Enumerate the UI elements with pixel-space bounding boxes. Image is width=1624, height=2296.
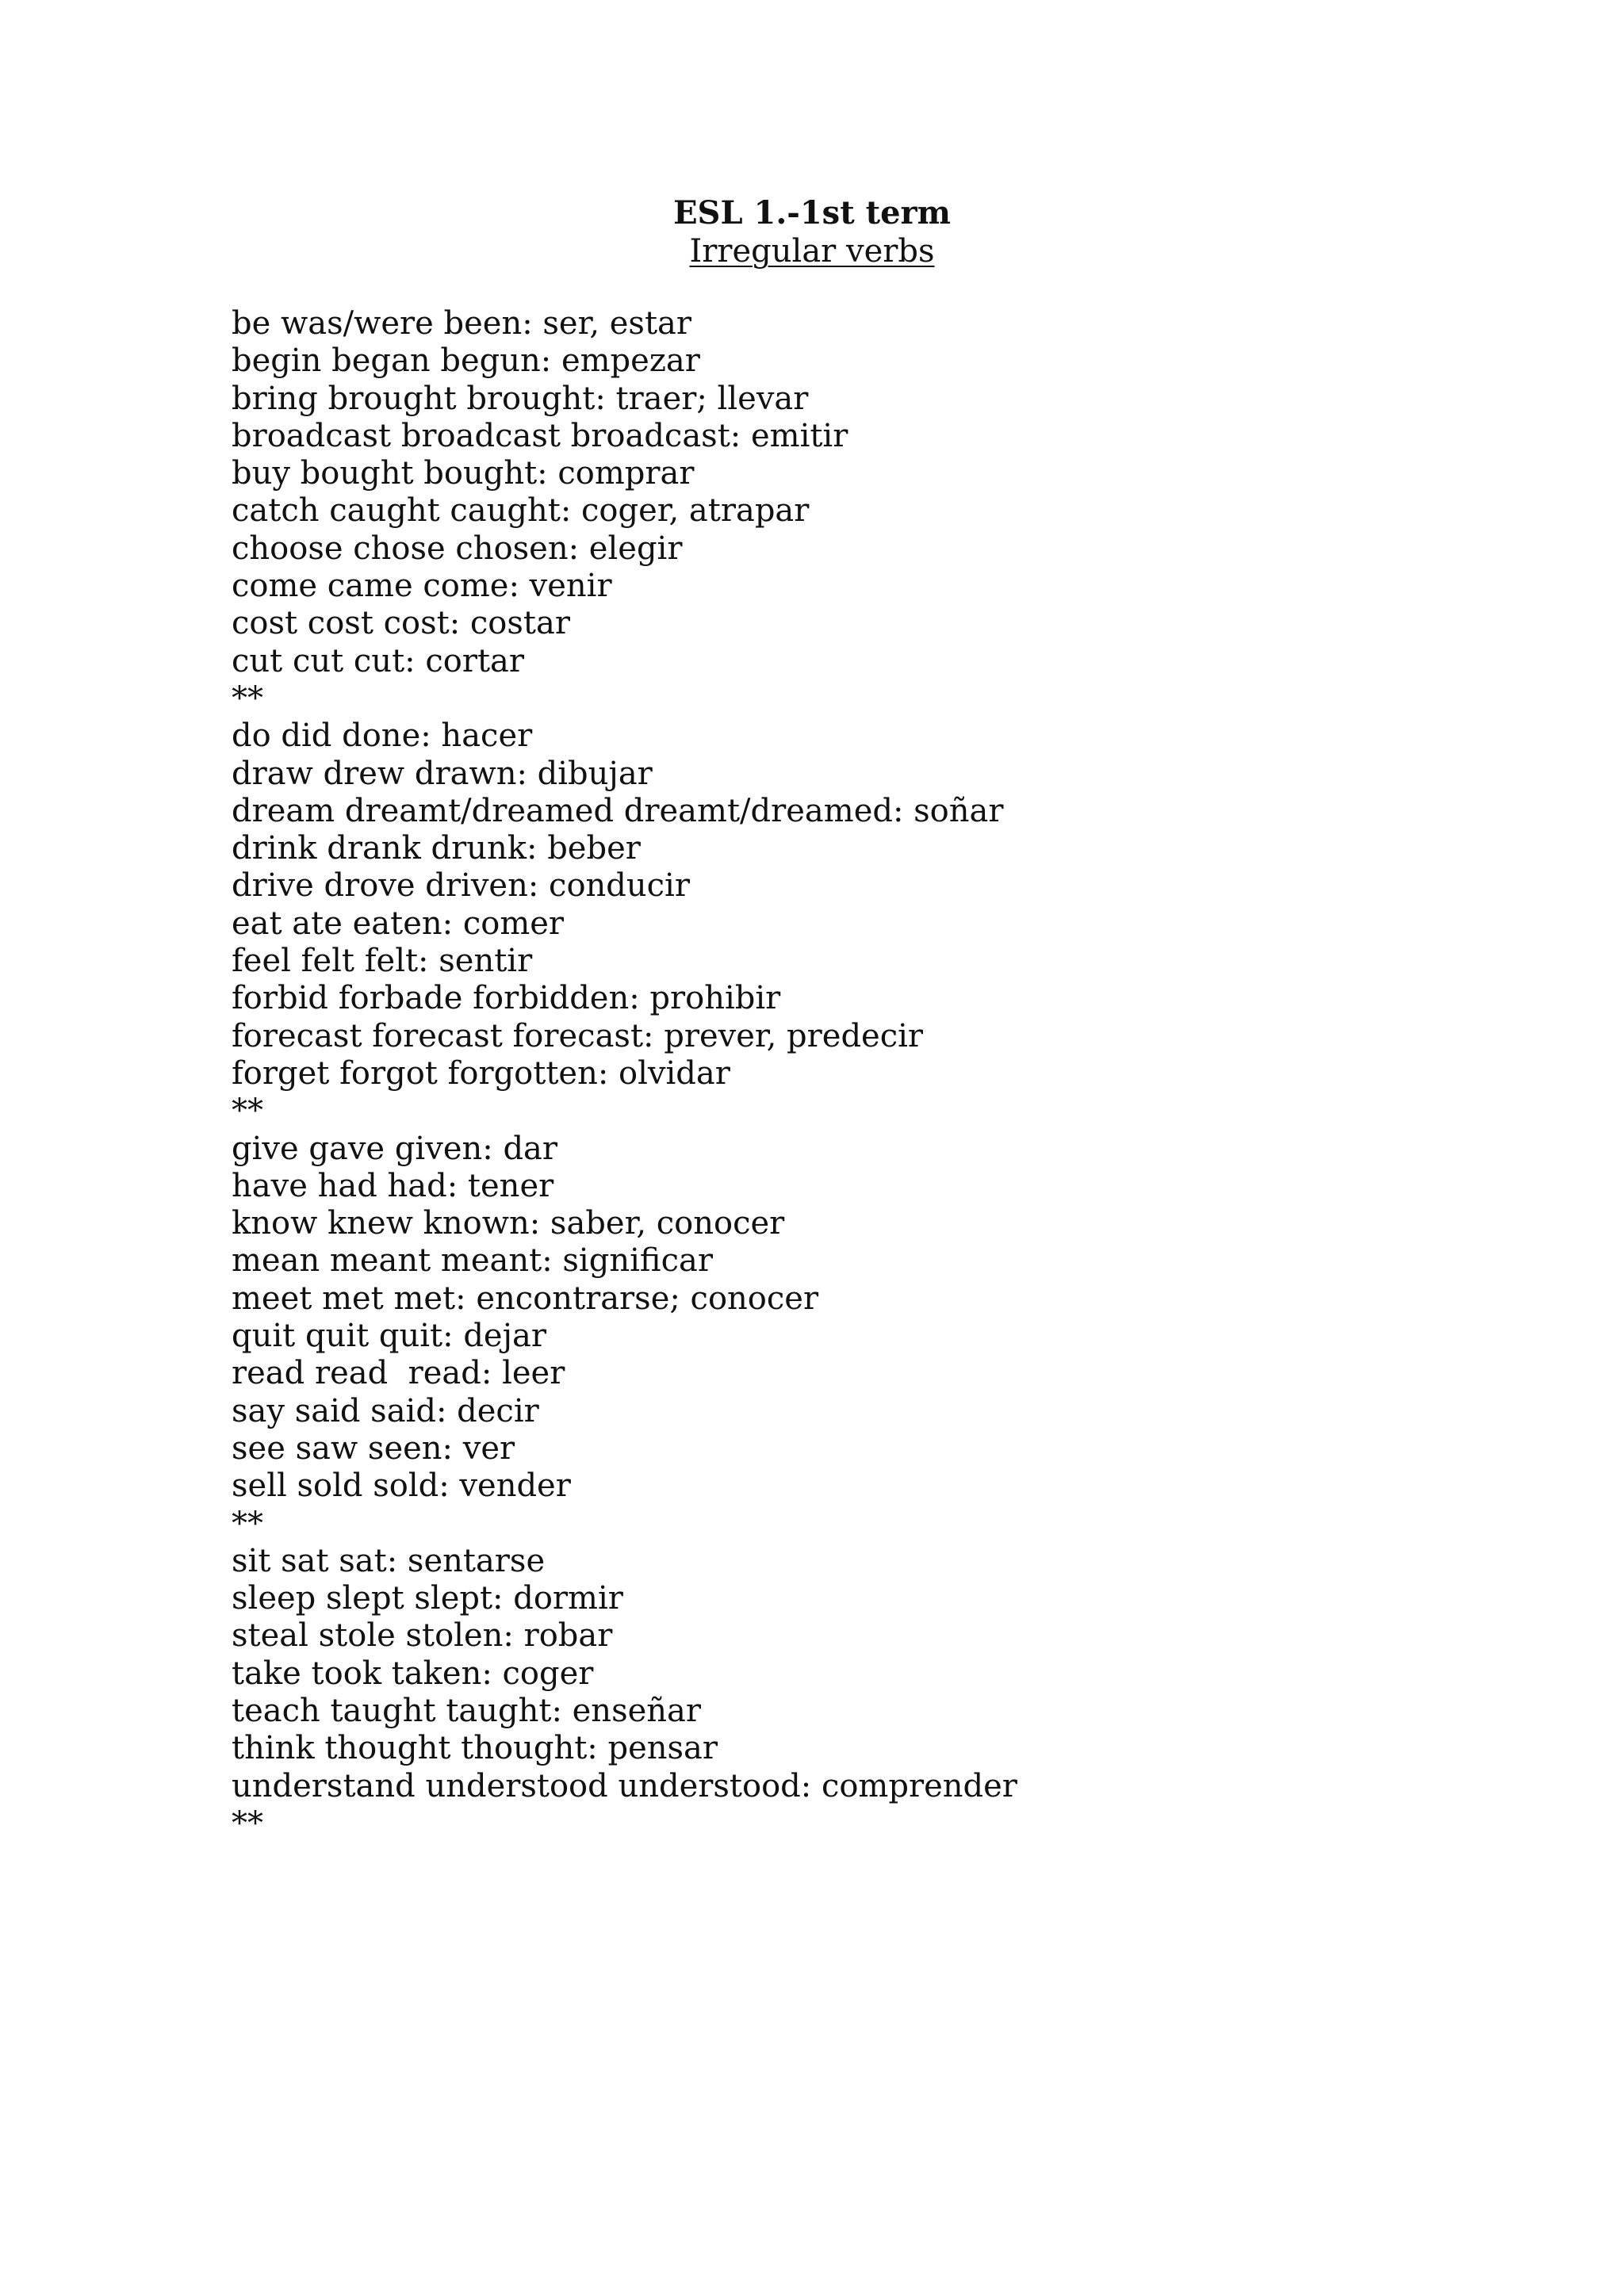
verb-entry: teach taught taught: enseñar (232, 1692, 701, 1729)
verb-entry: read read read: leer (232, 1355, 565, 1392)
verb-entry: come came come: venir (232, 568, 612, 605)
section-separator: ** (232, 1093, 263, 1130)
verb-list (232, 305, 1017, 1843)
verb-entry: cost cost cost: costar (232, 605, 570, 642)
section-separator: ** (232, 679, 263, 717)
verb-entry: cut cut cut: cortar (232, 642, 524, 679)
verb-entry: feel felt felt: sentir (232, 943, 533, 980)
verb-entry: broadcast broadcast broadcast: emitir (232, 417, 848, 454)
verb-entry: quit quit quit: dejar (232, 1318, 546, 1355)
verb-entry: sleep slept slept: dormir (232, 1580, 623, 1617)
verb-entry: forget forgot forgotten: olvidar (232, 1054, 730, 1092)
verb-entry: know knew known: saber, conocer (232, 1205, 785, 1242)
document-subtitle: Irregular verbs (689, 233, 935, 270)
verb-entry: have had had: tener (232, 1167, 554, 1204)
verb-entry: drive drove driven: conducir (232, 867, 690, 905)
verb-entry: buy bought bought: comprar (232, 455, 695, 492)
verb-entry: be was/were been: ser, estar (232, 305, 691, 342)
verb-entry: choose chose chosen: elegir (232, 530, 683, 567)
verb-entry: drink drank drunk: beber (232, 830, 641, 867)
section-separator: ** (232, 1505, 263, 1542)
verb-entry: take took taken: coger (232, 1655, 594, 1692)
verb-entry: sit sat sat: sentarse (232, 1542, 546, 1579)
verb-entry: forecast forecast forecast: prever, predecir (232, 1017, 924, 1054)
verb-entry: understand understood understood: comprender (232, 1767, 1017, 1804)
verb-entry: sell sold sold: vender (232, 1468, 571, 1505)
verb-entry: eat ate eaten: comer (232, 905, 565, 942)
verb-entry: give gave given: dar (232, 1130, 558, 1167)
verb-entry: bring brought brought: traer; llevar (232, 380, 809, 417)
section-separator: ** (232, 1804, 263, 1842)
verb-entry: mean meant meant: significar (232, 1242, 713, 1280)
verb-entry: draw drew drawn: dibujar (232, 755, 653, 792)
verb-entry: dream dreamt/dreamed dreamt/dreamed: soñar (232, 792, 1004, 829)
verb-entry: do did done: hacer (232, 718, 533, 755)
verb-entry: say said said: decir (232, 1392, 539, 1429)
verb-entry: meet met met: encontrarse; conocer (232, 1280, 819, 1317)
verb-entry: begin began begun: empezar (232, 342, 700, 380)
verb-entry: see saw seen: ver (232, 1429, 515, 1467)
document-title: ESL 1.-1st term (673, 194, 951, 232)
verb-entry: think thought thought: pensar (232, 1730, 718, 1767)
verb-entry: forbid forbade forbidden: prohibir (232, 980, 781, 1017)
verb-entry: catch caught caught: coger, atrapar (232, 492, 810, 530)
verb-entry: steal stole stolen: robar (232, 1617, 613, 1655)
